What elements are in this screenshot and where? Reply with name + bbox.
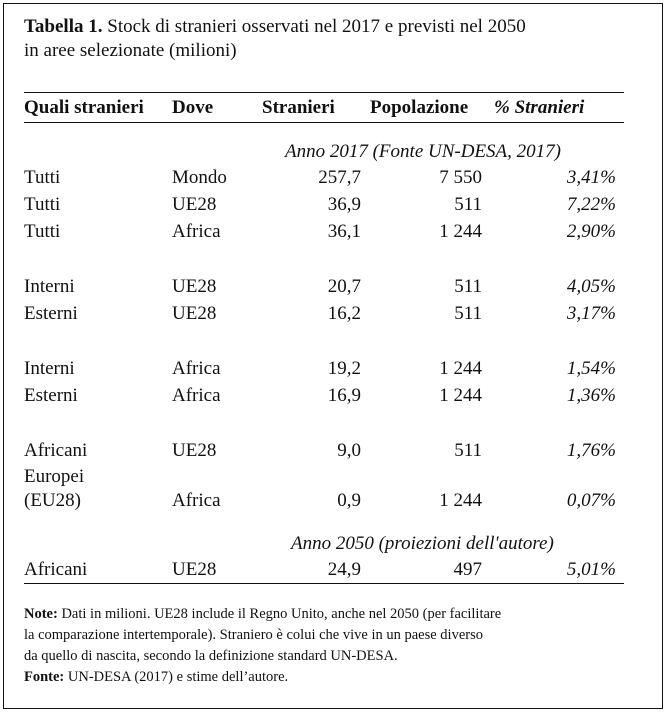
title-line2: in aree selezionate (milioni) (24, 40, 237, 61)
row-stranieri: 20,7 (327, 276, 361, 297)
row-pct: 3,41% (566, 167, 616, 188)
title-line1: Stock di stranieri osservati nel 2017 e previsti nel 2050 (107, 16, 526, 37)
header-rule (24, 122, 624, 123)
bottom-rule (24, 583, 624, 584)
row-who-line2: (EU28) (24, 490, 81, 511)
note-text-1: Dati in milioni. UE28 include il Regno Unito, anche nel 2050 (per facilitare (61, 606, 502, 622)
col-header-dove: Dove (172, 97, 214, 118)
row-where: UE28 (172, 303, 217, 324)
row-pct: 1,54% (566, 358, 616, 379)
row-where: Mondo (172, 167, 227, 188)
row-stranieri: 19,2 (327, 358, 361, 379)
row-where: Africa (172, 358, 221, 379)
row-popolazione: 1 244 (439, 358, 482, 379)
row-popolazione: 511 (454, 194, 482, 215)
title-label: Tabella 1. (24, 16, 103, 37)
row-popolazione: 1 244 (439, 221, 482, 242)
row-where: Africa (172, 385, 221, 406)
row-who: Tutti (24, 221, 61, 242)
row-pct: 1,36% (566, 385, 616, 406)
row-who: Esterni (24, 385, 78, 406)
col-header-stranieri: Stranieri (262, 97, 335, 118)
source-label: Fonte: (24, 669, 65, 685)
note-label: Note: (24, 606, 58, 622)
row-stranieri: 16,9 (327, 385, 361, 406)
row-pct: 4,05% (566, 276, 616, 297)
row-popolazione: 511 (454, 303, 482, 324)
row-popolazione: 7 550 (439, 167, 482, 188)
row-pct: 7,22% (566, 194, 616, 215)
table-title (24, 15, 624, 63)
col-header-quali: Quali stranieri (24, 97, 144, 118)
row-who: Europei (24, 466, 85, 487)
row-where: Africa (172, 221, 221, 242)
row-pct: 5,01% (566, 559, 616, 580)
row-pct: 0,07% (566, 490, 616, 511)
row-stranieri: 16,2 (327, 303, 361, 324)
row-who: Interni (24, 358, 75, 379)
row-stranieri: 36,1 (327, 221, 361, 242)
row-who: Esterni (24, 303, 78, 324)
note-text-3: da quello di nascita, secondo la definizione standard UN-DESA. (24, 648, 398, 664)
row-who: Africani (24, 559, 88, 580)
row-who: Tutti (24, 194, 61, 215)
row-pct: 2,90% (566, 221, 616, 242)
row-who: Africani (24, 440, 88, 461)
col-header-pct: % Stranieri (494, 97, 585, 118)
table-note (24, 604, 634, 688)
row-where: UE28 (172, 194, 217, 215)
row-popolazione: 511 (454, 276, 482, 297)
note-text-2: la comparazione intertemporale). Straniero è colui che vive in un paese diverso (24, 627, 483, 643)
row-who: Interni (24, 276, 75, 297)
row-stranieri: 0,9 (337, 490, 361, 511)
col-header-popolazione: Popolazione (370, 97, 469, 118)
row-stranieri: 257,7 (318, 167, 361, 188)
row-popolazione: 1 244 (439, 385, 482, 406)
row-pct: 1,76% (566, 440, 616, 461)
row-stranieri: 24,9 (327, 559, 361, 580)
row-popolazione: 1 244 (439, 490, 482, 511)
row-stranieri: 9,0 (337, 440, 361, 461)
row-popolazione: 511 (454, 440, 482, 461)
row-where: UE28 (172, 440, 217, 461)
source-text: UN-DESA (2017) e stime dell’autore. (67, 669, 289, 685)
section-2050: Anno 2050 (proiezioni dell'autore) (291, 533, 554, 554)
top-rule (24, 92, 624, 93)
row-stranieri: 36,9 (327, 194, 361, 215)
row-where: UE28 (172, 559, 217, 580)
row-pct: 3,17% (566, 303, 616, 324)
section-2017: Anno 2017 (Fonte UN-DESA, 2017) (285, 141, 561, 162)
row-where: UE28 (172, 276, 217, 297)
row-who: Tutti (24, 167, 61, 188)
row-where: Africa (172, 490, 221, 511)
row-popolazione: 497 (453, 559, 482, 580)
